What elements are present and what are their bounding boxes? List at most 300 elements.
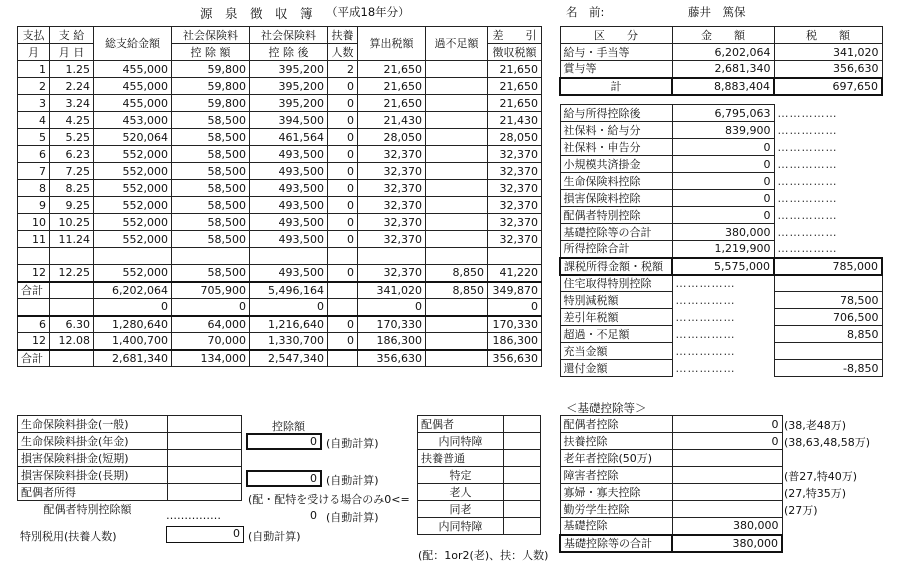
insurance-input[interactable]: [168, 416, 242, 433]
cell-month: 7: [18, 163, 50, 180]
cell-gross: 0: [94, 299, 172, 316]
table-row: [18, 78, 542, 95]
cell-gross: 552,000: [94, 197, 172, 214]
cell-after-si: 1,216,640: [250, 316, 328, 333]
cell-shortfall: [426, 180, 488, 197]
insurance-input[interactable]: [168, 467, 242, 484]
cell-shortfall: 8,850: [426, 282, 488, 299]
cell-si: 59,800: [172, 61, 250, 78]
cell-si: 58,500: [172, 163, 250, 180]
cell-si: 59,800: [172, 95, 250, 112]
cell-tax: 21,650: [358, 95, 426, 112]
calc-tax: -8,850: [774, 360, 882, 377]
cell-si: 70,000: [172, 333, 250, 350]
ledger-year: （平成18年分）: [326, 5, 410, 19]
bonus-total-row: [18, 350, 542, 367]
insurance-row: [18, 484, 242, 501]
dependents-label: 内同特障: [418, 518, 504, 535]
cell-si: 0: [172, 299, 250, 316]
cell-dependents: 0: [328, 112, 358, 129]
cell-dependents: [328, 350, 358, 367]
cell-after-si: [250, 248, 328, 265]
cell-after-si: 493,500: [250, 197, 328, 214]
total-row: [18, 282, 542, 299]
calc-row: [560, 292, 882, 309]
cell-tax: 341,020: [358, 282, 426, 299]
cell-si: 58,500: [172, 231, 250, 248]
cell-gross: 552,000: [94, 163, 172, 180]
cell-tax: 170,330: [358, 316, 426, 333]
basic-row: [560, 518, 782, 535]
calc-amount: ……………: [672, 309, 774, 326]
col-header-tax: 算出税額: [358, 27, 426, 61]
cell-date: 6.23: [50, 146, 94, 163]
cell-month: 合計: [18, 282, 50, 299]
col-header-date: 支 給: [50, 27, 94, 44]
cell-date: 9.25: [50, 197, 94, 214]
table-row: [18, 197, 542, 214]
basic-amount: [672, 450, 782, 467]
cell-after-si: 493,500: [250, 231, 328, 248]
cell-tax: 21,650: [358, 78, 426, 95]
calc-label: 小規模共済掛金: [560, 156, 672, 173]
basic-label: 障害者控除: [560, 467, 672, 484]
income-summary-table: [559, 26, 883, 96]
cell-gross: 552,000: [94, 180, 172, 197]
cell-after-si: 394,500: [250, 112, 328, 129]
dependents-input[interactable]: [504, 450, 541, 467]
summary-header-category: 区 分: [560, 27, 672, 44]
cell-after-si: 1,330,700: [250, 333, 328, 350]
cell-month: [18, 299, 50, 316]
cell-dependents: 0: [328, 180, 358, 197]
summary-row-label: 給与・手当等: [560, 44, 672, 61]
calc-amount: 0: [672, 139, 774, 156]
cell-tax: 32,370: [358, 231, 426, 248]
cell-dependents: 0: [328, 333, 358, 350]
cell-date: [50, 248, 94, 265]
cell-after-si: 5,496,164: [250, 282, 328, 299]
cell-withheld: 356,630: [488, 350, 542, 367]
calc-tax: [774, 275, 882, 292]
cell-withheld: [488, 248, 542, 265]
cell-after-si: 2,547,340: [250, 350, 328, 367]
cell-withheld: 349,870: [488, 282, 542, 299]
calc-label: 特別減税額: [560, 292, 672, 309]
cell-date: [50, 350, 94, 367]
col-header-after-si: 社会保険料: [250, 27, 328, 44]
cell-gross: 6,202,064: [94, 282, 172, 299]
cell-withheld: 21,650: [488, 78, 542, 95]
calc-label: 課税所得金額・税額: [560, 258, 672, 275]
insurance-label: 損害保険料掛金(短期): [18, 450, 168, 467]
cell-shortfall: [426, 214, 488, 231]
summary-total-label: 計: [560, 78, 672, 95]
calc-label: 超過・不足額: [560, 326, 672, 343]
cell-date: 12.25: [50, 265, 94, 282]
cell-tax: 21,430: [358, 112, 426, 129]
insurance-label: 配偶者特別控除額: [43, 502, 132, 516]
insurance-row: [18, 416, 242, 433]
calc-row: [560, 326, 882, 343]
calc-row: [560, 173, 882, 190]
dependents-count-value: 0: [166, 526, 244, 543]
col-header-after-si-b: 控 除 後: [250, 44, 328, 61]
cell-si: 58,500: [172, 129, 250, 146]
basic-amount: [672, 467, 782, 484]
table-row: [18, 95, 542, 112]
cell-dependents: 0: [328, 231, 358, 248]
cell-month: 10: [18, 214, 50, 231]
cell-withheld: 32,370: [488, 214, 542, 231]
calc-label: 損害保険料控除: [560, 190, 672, 207]
calc-tax: ……………: [774, 156, 882, 173]
calc-tax: ……………: [774, 224, 882, 241]
cell-dependents: 0: [328, 214, 358, 231]
deduction-amount-header: 控除額: [272, 420, 305, 433]
basic-amount: [672, 484, 782, 501]
cell-after-si: 493,500: [250, 146, 328, 163]
calc-label: 配偶者特別控除: [560, 207, 672, 224]
table-row: [18, 61, 542, 78]
cell-shortfall: [426, 231, 488, 248]
cell-after-si: 0: [250, 299, 328, 316]
basic-label: 基礎控除: [560, 518, 672, 535]
basic-amount: 380,000: [672, 535, 782, 552]
calc-row: [560, 122, 882, 139]
cell-month: 12: [18, 333, 50, 350]
calc-tax: ……………: [774, 190, 882, 207]
insurance-row: [18, 433, 242, 450]
col-header-date-b: 月 日: [50, 44, 94, 61]
basic-deduction-table: [559, 415, 783, 553]
dependents-label: 同老: [418, 501, 504, 518]
bonus-row: [18, 316, 542, 333]
cell-gross: 455,000: [94, 78, 172, 95]
cell-date: 3.24: [50, 95, 94, 112]
cell-tax: 32,370: [358, 197, 426, 214]
basic-rate-note: (普27,特40万): [784, 470, 858, 483]
insurance-label: 生命保険料掛金(一般): [18, 416, 168, 433]
table-row: [18, 231, 542, 248]
insurance-input[interactable]: [168, 433, 242, 450]
basic-amount: 0: [672, 433, 782, 450]
basic-rate-note: (38,63,48,58万): [784, 436, 871, 449]
summary-row-label: 賞与等: [560, 61, 672, 78]
cell-date: 1.25: [50, 61, 94, 78]
cell-date: 4.25: [50, 112, 94, 129]
insurance-label: 損害保険料掛金(長期): [18, 467, 168, 484]
cell-shortfall: [426, 248, 488, 265]
calc-label: 社保料・申告分: [560, 139, 672, 156]
cell-date: 8.25: [50, 180, 94, 197]
summary-row-tax: 341,020: [774, 44, 882, 61]
monthly-withholding-table: [17, 26, 542, 367]
insurance-table: [17, 415, 242, 518]
basic-row: [560, 450, 782, 467]
insurance-row: [18, 450, 242, 467]
cell-withheld: 0: [488, 299, 542, 316]
cell-month: 合計: [18, 350, 50, 367]
basic-row: [560, 433, 782, 450]
cell-withheld: 170,330: [488, 316, 542, 333]
table-row: [18, 163, 542, 180]
cell-date: 12.08: [50, 333, 94, 350]
cell-dependents: 0: [328, 95, 358, 112]
cell-after-si: 493,500: [250, 265, 328, 282]
cell-month: 3: [18, 95, 50, 112]
cell-withheld: 32,370: [488, 146, 542, 163]
calc-tax: ……………: [774, 241, 882, 258]
table-row: [18, 265, 542, 282]
cell-after-si: 395,200: [250, 95, 328, 112]
cell-shortfall: [426, 146, 488, 163]
summary-total-amount: 8,883,404: [672, 78, 774, 95]
cell-si: 58,500: [172, 197, 250, 214]
cell-date: 6.30: [50, 316, 94, 333]
dependents-label: 配偶者: [418, 416, 504, 433]
col-header-withheld: 差 引: [488, 27, 542, 44]
cell-tax: 186,300: [358, 333, 426, 350]
cell-dependents: 0: [328, 316, 358, 333]
cell-gross: [94, 248, 172, 265]
dependents-table: [417, 415, 541, 535]
cell-month: [18, 248, 50, 265]
basic-row: [560, 467, 782, 484]
calc-row: [560, 360, 882, 377]
cell-gross: 2,681,340: [94, 350, 172, 367]
col-header-dependents-b: 人数: [328, 44, 358, 61]
calc-amount: 0: [672, 156, 774, 173]
calc-row: [560, 139, 882, 156]
cell-date: 7.25: [50, 163, 94, 180]
calc-row: [560, 343, 882, 360]
cell-dependents: 2: [328, 61, 358, 78]
calc-amount: 839,900: [672, 122, 774, 139]
calc-label: 所得控除合計: [560, 241, 672, 258]
dependents-input[interactable]: [504, 501, 541, 518]
table-row: [18, 214, 542, 231]
cell-after-si: 493,500: [250, 163, 328, 180]
cell-gross: 520,064: [94, 129, 172, 146]
calc-tax: ……………: [774, 207, 882, 224]
cell-gross: 552,000: [94, 231, 172, 248]
name-label: 名 前:: [566, 5, 605, 19]
insurance-input[interactable]: [168, 484, 242, 501]
cell-shortfall: [426, 163, 488, 180]
calc-amount: ……………: [672, 292, 774, 309]
calc-amount: ……………: [672, 275, 774, 292]
basic-rate-note: (27万): [784, 504, 818, 517]
cell-gross: 552,000: [94, 265, 172, 282]
cell-month: 6: [18, 316, 50, 333]
dependents-input[interactable]: [504, 433, 541, 450]
cell-date: 2.24: [50, 78, 94, 95]
calc-row: [560, 105, 882, 122]
auto-calc-label: (自動計算): [326, 437, 379, 450]
calc-row: [560, 241, 882, 258]
dependents-note: (配：1or2(老)、扶：人数): [418, 549, 549, 562]
cell-after-si: 461,564: [250, 129, 328, 146]
dependents-row: [418, 450, 541, 467]
cell-date: [50, 282, 94, 299]
dependents-row: [418, 416, 541, 433]
dependents-label: 扶養普通: [418, 450, 504, 467]
cell-shortfall: [426, 78, 488, 95]
cell-after-si: 395,200: [250, 78, 328, 95]
calc-tax: ……………: [774, 105, 882, 122]
cell-withheld: 21,650: [488, 95, 542, 112]
cell-withheld: 21,430: [488, 112, 542, 129]
cell-dependents: 0: [328, 265, 358, 282]
cell-si: [172, 248, 250, 265]
calc-amount: ……………: [672, 360, 774, 377]
cell-shortfall: [426, 197, 488, 214]
basic-row: [560, 484, 782, 501]
table-row: [18, 112, 542, 129]
cell-date: [50, 299, 94, 316]
calc-tax: 78,500: [774, 292, 882, 309]
cell-si: 58,500: [172, 265, 250, 282]
spouse-special-deduction: 0: [310, 509, 317, 522]
table-row: [18, 129, 542, 146]
insurance-input[interactable]: [168, 450, 242, 467]
spouse-special-dots: ……………: [166, 509, 221, 522]
cell-gross: 552,000: [94, 214, 172, 231]
calc-tax: ……………: [774, 122, 882, 139]
calc-label: 給与所得控除後: [560, 105, 672, 122]
calc-amount: 0: [672, 207, 774, 224]
cell-dependents: 0: [328, 129, 358, 146]
summary-row-tax: 356,630: [774, 61, 882, 78]
dependents-row: [418, 467, 541, 484]
cell-withheld: 21,650: [488, 61, 542, 78]
col-header-dependents: 扶養: [328, 27, 358, 44]
calc-row: [560, 258, 882, 275]
basic-amount: 0: [672, 416, 782, 433]
table-row: [18, 180, 542, 197]
dependents-input[interactable]: [504, 484, 541, 501]
calc-label: 社保料・給与分: [560, 122, 672, 139]
cell-gross: 552,000: [94, 146, 172, 163]
cell-dependents: [328, 299, 358, 316]
calc-row: [560, 224, 882, 241]
cell-withheld: 28,050: [488, 129, 542, 146]
basic-label: 老年者控除(50万): [560, 450, 672, 467]
cell-tax: [358, 248, 426, 265]
cell-gross: 453,000: [94, 112, 172, 129]
auto-calc-label: (自動計算): [248, 530, 301, 543]
cell-date: 10.25: [50, 214, 94, 231]
calc-label: 還付金額: [560, 360, 672, 377]
cell-withheld: 32,370: [488, 231, 542, 248]
cell-withheld: 32,370: [488, 197, 542, 214]
basic-rate-note: (27,特35万): [784, 487, 847, 500]
cell-shortfall: [426, 129, 488, 146]
cell-withheld: 186,300: [488, 333, 542, 350]
calc-row: [560, 309, 882, 326]
summary-header-amount: 金 額: [672, 27, 774, 44]
cell-si: 58,500: [172, 112, 250, 129]
insurance-label: 配偶者所得: [18, 484, 168, 501]
col-header-withheld-b: 徴収税額: [488, 44, 542, 61]
calc-label: 基礎控除等の合計: [560, 224, 672, 241]
dependents-row: [418, 484, 541, 501]
calc-label: 充当金額: [560, 343, 672, 360]
name-value: 藤井 篤保: [688, 5, 746, 19]
basic-label: 勤労学生控除: [560, 501, 672, 518]
auto-calc-label: (自動計算): [326, 511, 379, 524]
calc-label: 生命保険料控除: [560, 173, 672, 190]
calc-amount: 0: [672, 173, 774, 190]
ledger-title: 源 泉 徴 収 簿: [200, 6, 313, 21]
cell-date: 5.25: [50, 129, 94, 146]
basic-row: [560, 501, 782, 518]
calc-amount: 380,000: [672, 224, 774, 241]
calc-row: [560, 275, 882, 292]
calc-amount: ……………: [672, 343, 774, 360]
calc-tax: ……………: [774, 139, 882, 156]
basic-label: 寡婦・寡夫控除: [560, 484, 672, 501]
cell-tax: 21,650: [358, 61, 426, 78]
summary-total-tax: 697,650: [774, 78, 882, 95]
basic-amount: 380,000: [672, 518, 782, 535]
insurance-row: [18, 467, 242, 484]
calc-amount: 0: [672, 190, 774, 207]
insurance-label: 生命保険料掛金(年金): [18, 433, 168, 450]
cell-month: 6: [18, 146, 50, 163]
dependents-input[interactable]: [504, 518, 541, 535]
summary-row-amount: 2,681,340: [672, 61, 774, 78]
cell-shortfall: [426, 61, 488, 78]
cell-month: 5: [18, 129, 50, 146]
cell-after-si: 493,500: [250, 180, 328, 197]
cell-month: 4: [18, 112, 50, 129]
basic-label: 配偶者控除: [560, 416, 672, 433]
calc-tax: [774, 343, 882, 360]
cell-si: 705,900: [172, 282, 250, 299]
cell-tax: 32,370: [358, 265, 426, 282]
cell-tax: 0: [358, 299, 426, 316]
dependents-label: 特定: [418, 467, 504, 484]
cell-gross: 455,000: [94, 61, 172, 78]
dependents-input[interactable]: [504, 416, 541, 433]
cell-tax: 32,370: [358, 214, 426, 231]
dependents-row: [418, 501, 541, 518]
dependents-count-label: 特別税用(扶養人数): [20, 530, 117, 543]
cell-si: 58,500: [172, 146, 250, 163]
summary-row-amount: 6,202,064: [672, 44, 774, 61]
calc-row: [560, 207, 882, 224]
cell-withheld: 41,220: [488, 265, 542, 282]
cell-shortfall: [426, 95, 488, 112]
cell-month: 2: [18, 78, 50, 95]
cell-tax: 32,370: [358, 163, 426, 180]
cell-tax: 32,370: [358, 146, 426, 163]
cell-month: 1: [18, 61, 50, 78]
cell-after-si: 395,200: [250, 61, 328, 78]
cell-shortfall: [426, 299, 488, 316]
cell-withheld: 32,370: [488, 163, 542, 180]
cell-shortfall: [426, 333, 488, 350]
cell-dependents: 0: [328, 163, 358, 180]
dependents-input[interactable]: [504, 467, 541, 484]
cell-gross: 1,400,700: [94, 333, 172, 350]
basic-row: [560, 416, 782, 433]
cell-si: 134,000: [172, 350, 250, 367]
damage-insurance-long-deduction: 0: [246, 470, 322, 487]
cell-after-si: 493,500: [250, 214, 328, 231]
